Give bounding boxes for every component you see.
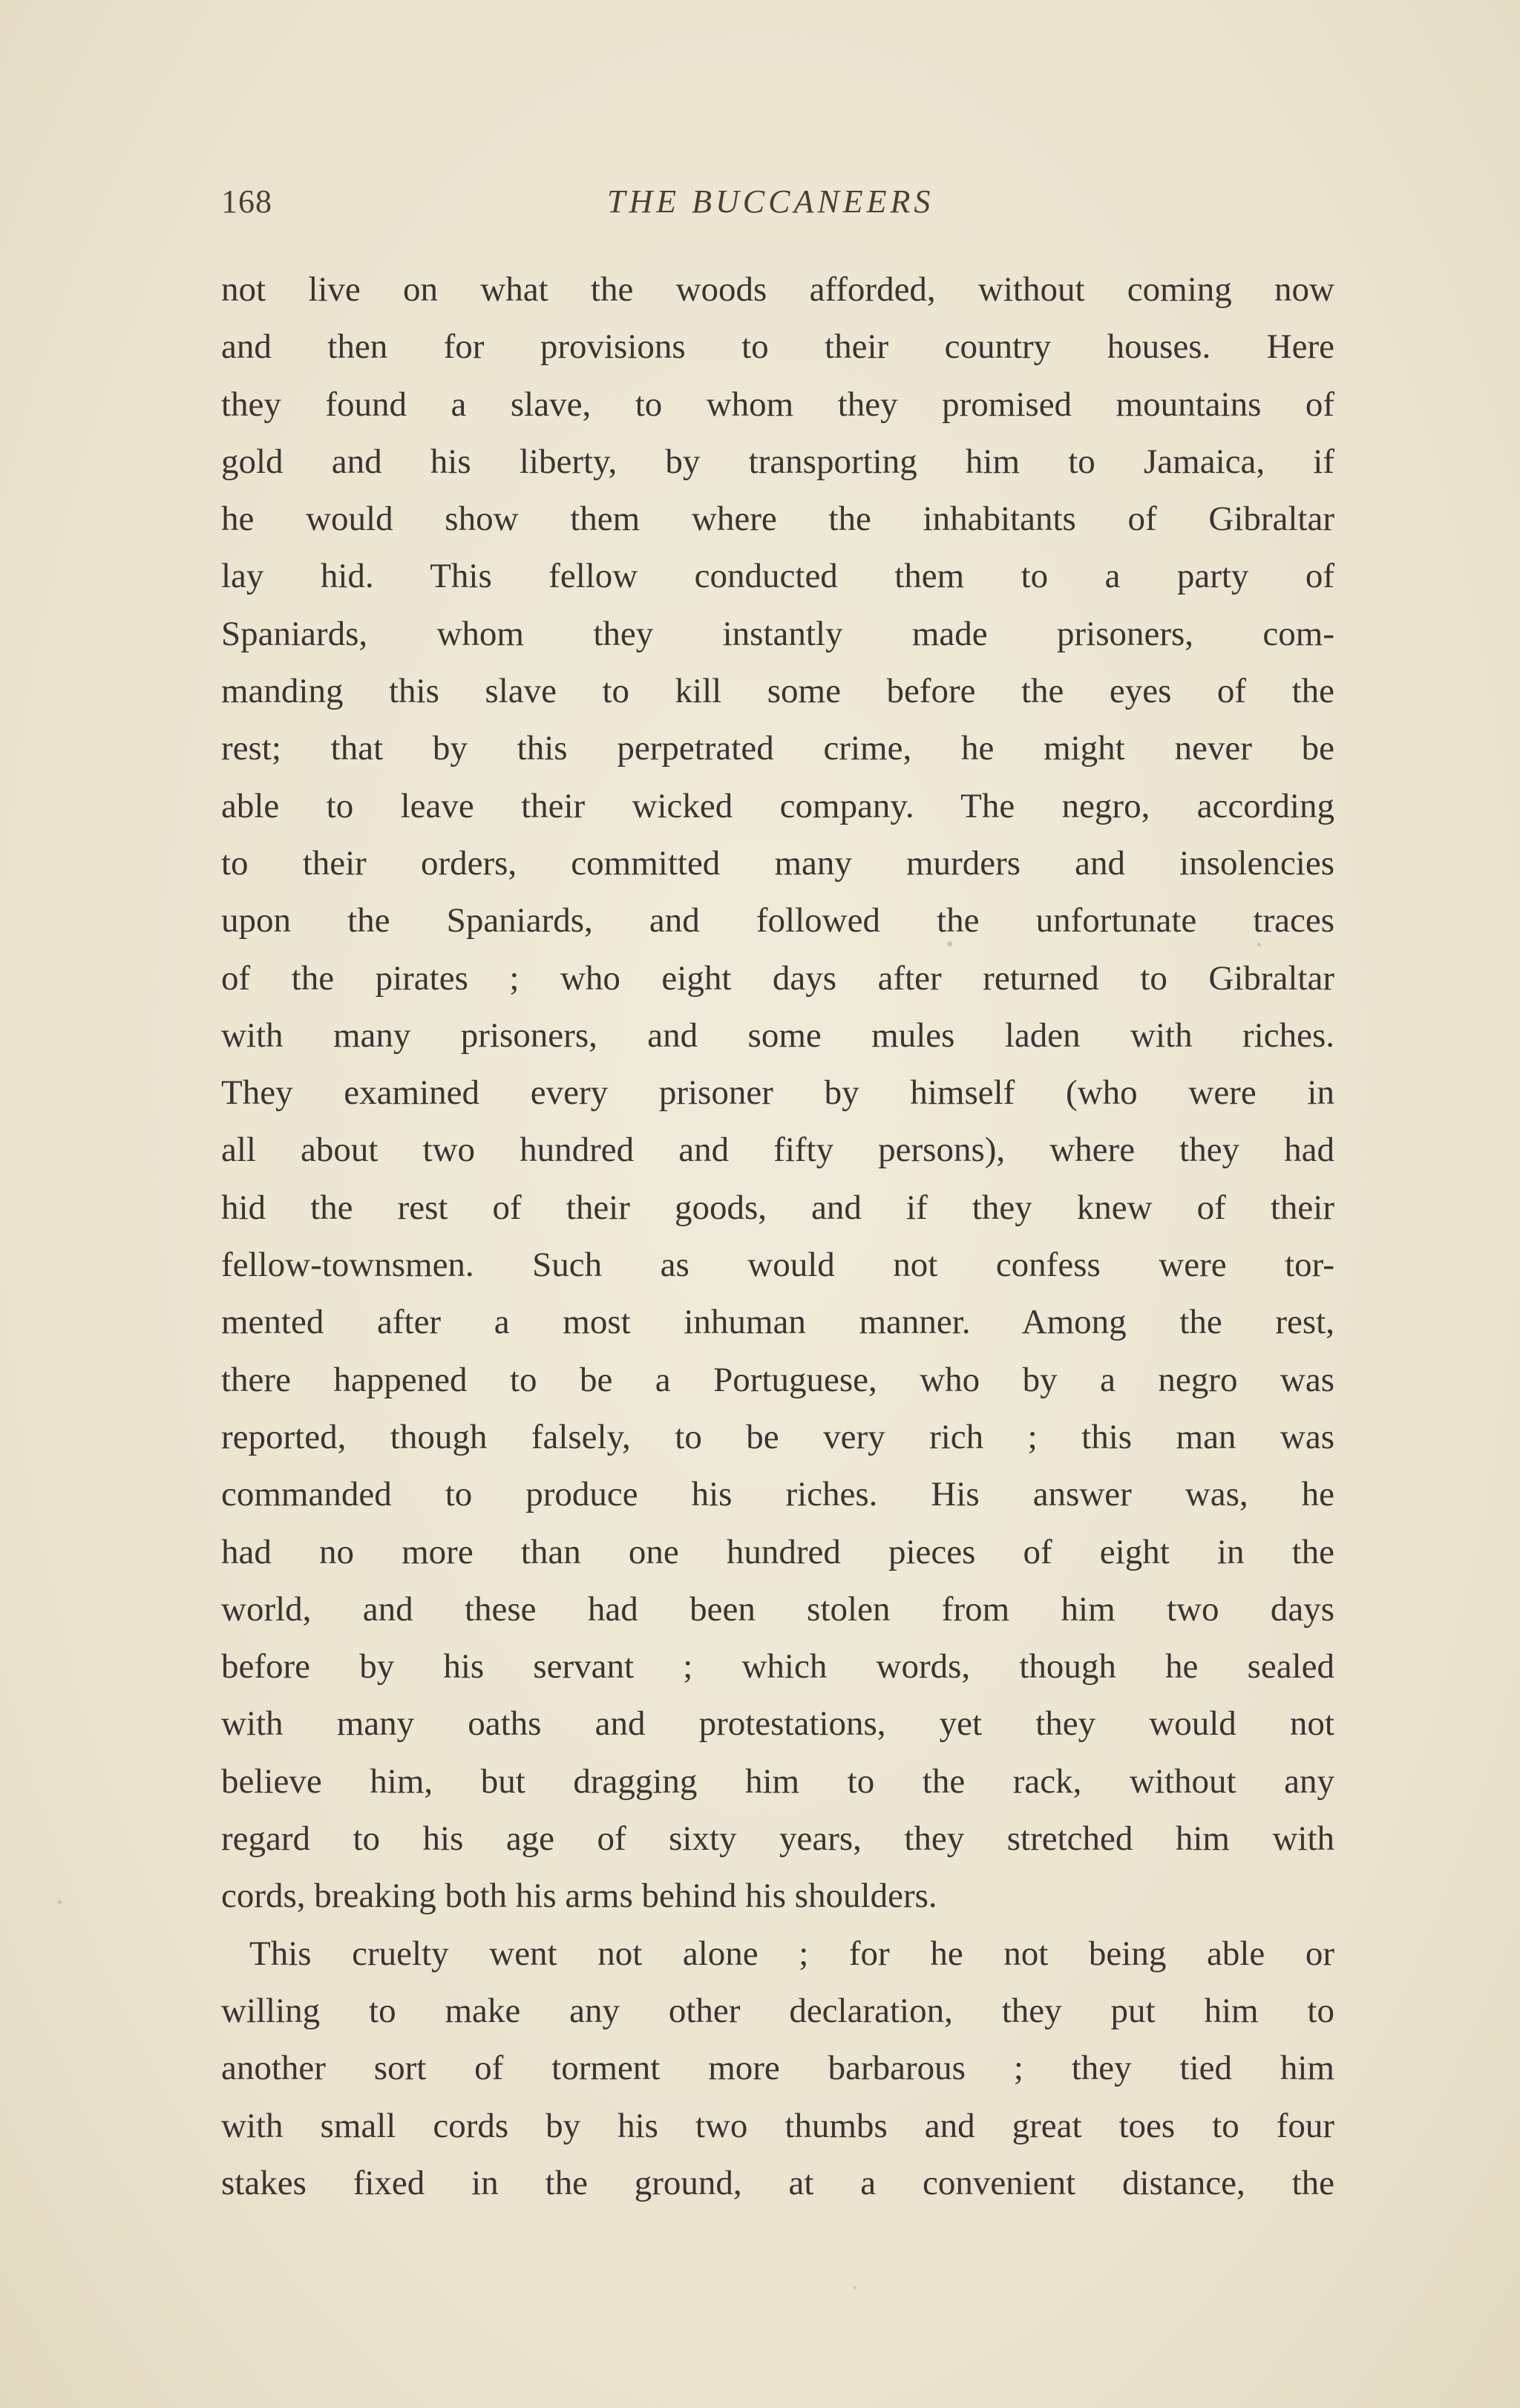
- text-line: fellow-townsmen. Such as would not confess were tor-: [221, 1246, 1334, 1285]
- text-line: with small cords by his two thumbs and great toes to four: [221, 2106, 1334, 2145]
- text-line: Spaniards, whom they instantly made prisoners, com-: [221, 614, 1334, 653]
- text-line: willing to make any other declaration, they put him to: [221, 1991, 1334, 2030]
- text-line: hid the rest of their goods, and if they knew of their: [221, 1188, 1334, 1227]
- text-line: manding this slave to kill some before the eyes of the: [221, 672, 1334, 711]
- text-line: regard to his age of sixty years, they stretched him with: [221, 1819, 1334, 1859]
- text-line: all about two hundred and fifty persons), where they had: [221, 1131, 1334, 1170]
- text-line: he would show them where the inhabitants of Gibraltar: [221, 500, 1334, 539]
- text-line: upon the Spaniards, and followed the unfortunate traces: [221, 901, 1334, 940]
- text-line: world, and these had been stolen from him two days: [221, 1589, 1334, 1629]
- text-line: to their orders, committed many murders and insolencies: [221, 843, 1334, 883]
- text-line: of the pirates ; who eight days after returned to Gibraltar: [221, 958, 1334, 998]
- body-text: [221, 261, 1334, 2212]
- text-line: lay hid. This fellow conducted them to a party of: [221, 557, 1334, 596]
- text-line: stakes fixed in the ground, at a convenient distance, the: [221, 2163, 1334, 2202]
- text-line: there happened to be a Portuguese, who by a negro was: [221, 1360, 1334, 1399]
- running-title: THE BUCCANEERS: [607, 183, 934, 220]
- text-line: before by his servant ; which words, though he sealed: [221, 1647, 1334, 1686]
- text-line: and then for provisions to their country houses. Here: [221, 327, 1334, 367]
- text-line: with many prisoners, and some mules laden with riches.: [221, 1015, 1334, 1055]
- paper-speck: [58, 1900, 62, 1904]
- text-line: gold and his liberty, by transporting him to Jamaica, if: [221, 442, 1334, 481]
- text-line: reported, though falsely, to be very rich ; this man was: [221, 1417, 1334, 1456]
- text-line: rest; that by this perpetrated crime, he might never be: [221, 729, 1334, 768]
- text-line: able to leave their wicked company. The negro, according: [221, 786, 1334, 825]
- text-line: mented after a most inhuman manner. Among the rest,: [221, 1303, 1334, 1342]
- paragraph-start-line: This cruelty went not alone ; for he not being able or: [249, 1934, 1334, 1973]
- text-line: another sort of torment more barbarous ; they tied him: [221, 2049, 1334, 2088]
- paper-speck: [854, 2286, 856, 2289]
- text-line: they found a slave, to whom they promised mountains of: [221, 385, 1334, 424]
- text-line: commanded to produce his riches. His answer was, he: [221, 1475, 1334, 1514]
- text-line: had no more than one hundred pieces of eight in the: [221, 1532, 1334, 1571]
- text-line: with many oaths and protestations, yet they would not: [221, 1704, 1334, 1744]
- text-line: They examined every prisoner by himself (who were in: [221, 1073, 1334, 1113]
- text-line: believe him, but dragging him to the rack, without any: [221, 1761, 1334, 1801]
- text-line: not live on what the woods afforded, without coming now: [221, 270, 1334, 309]
- paragraph-end-line: cords, breaking both his arms behind his shoulders.: [221, 1877, 937, 1916]
- page-number: 168: [221, 183, 272, 220]
- page-header: [221, 183, 1334, 235]
